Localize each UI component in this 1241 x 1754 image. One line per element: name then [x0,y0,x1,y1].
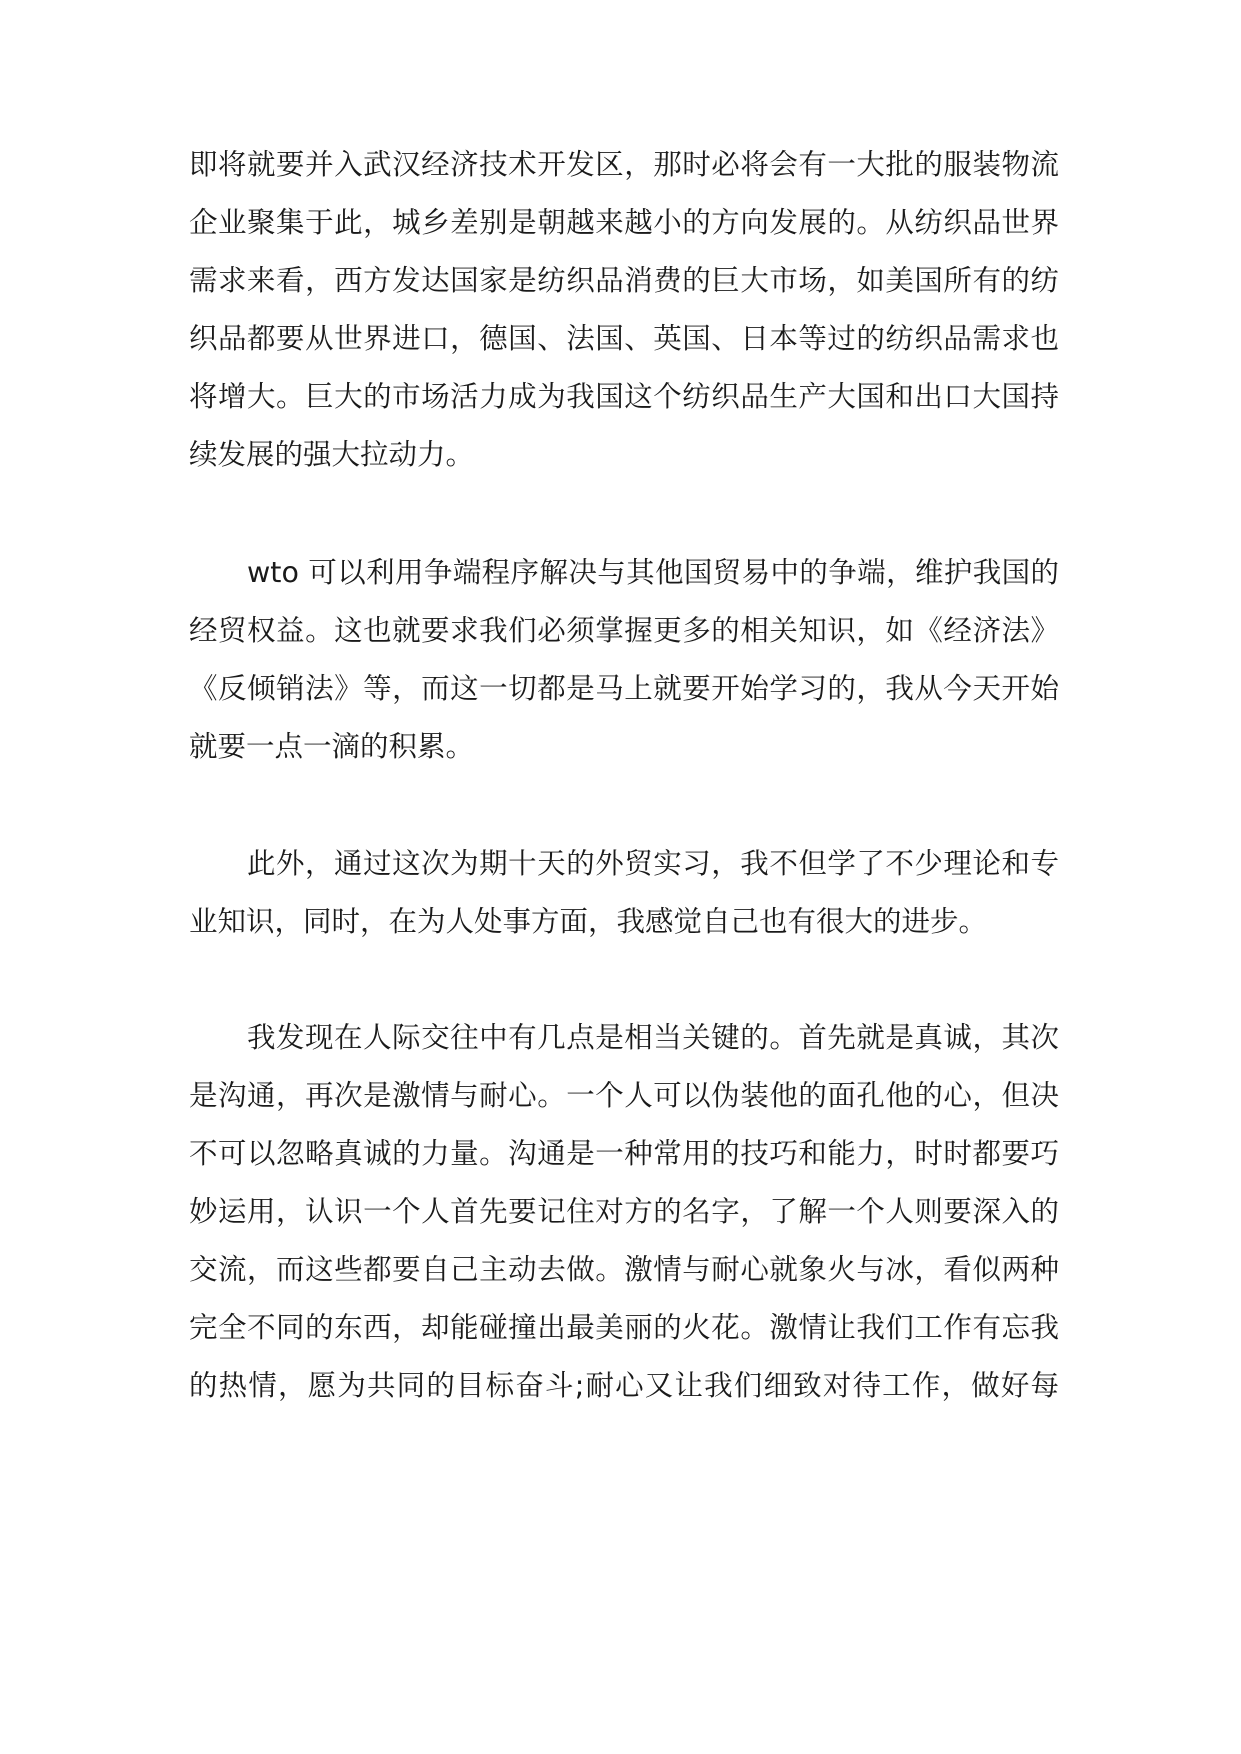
paragraph-1-line-1: 即将就要并入武汉经济技术开发区，那时必将会有一大批的服装物流 [189,148,1059,181]
paragraph-1-line-5: 将增大。巨大的市场活力成为我国这个纺织品生产大国和出口大国持 [189,380,1059,413]
paragraph-4-line-4: 妙运用，认识一个人首先要记住对方的名字，了解一个人则要深入的 [189,1195,1059,1228]
paragraph-1-line-3: 需求来看，西方发达国家是纺织品消费的巨大市场，如美国所有的纺 [189,264,1059,297]
paragraph-2-line-1: wto 可以利用争端程序解决与其他国贸易中的争端，维护我国的 [247,556,1059,589]
paragraph-3-line-1: 此外，通过这次为期十天的外贸实习，我不但学了不少理论和专 [247,847,1059,880]
paragraph-2-line-3: 《反倾销法》等，而这一切都是马上就要开始学习的，我从今天开始 [189,672,1059,705]
paragraph-1-line-4: 织品都要从世界进口，德国、法国、英国、日本等过的纺织品需求也 [189,322,1059,355]
paragraph-4-line-1: 我发现在人际交往中有几点是相当关键的。首先就是真诚，其次 [247,1021,1059,1054]
paragraph-2-line-4: 就要一点一滴的积累。 [189,730,475,763]
paragraph-2-line-2: 经贸权益。这也就要求我们必须掌握更多的相关知识，如《经济法》 [189,614,1059,647]
paragraph-4-line-2: 是沟通，再次是激情与耐心。一个人可以伪装他的面孔他的心，但决 [189,1079,1059,1112]
paragraph-4-line-3: 不可以忽略真诚的力量。沟通是一种常用的技巧和能力，时时都要巧 [189,1137,1059,1170]
paragraph-1-line-2: 企业聚集于此，城乡差别是朝越来越小的方向发展的。从纺织品世界 [189,206,1059,239]
paragraph-4-line-7: 的热情，愿为共同的目标奋斗;耐心又让我们细致对待工作，做好每 [189,1369,1059,1402]
paragraph-4-line-5: 交流，而这些都要自己主动去做。激情与耐心就象火与冰，看似两种 [189,1253,1059,1286]
paragraph-4-line-6: 完全不同的东西，却能碰撞出最美丽的火花。激情让我们工作有忘我 [189,1311,1059,1344]
paragraph-3-line-2: 业知识，同时，在为人处事方面，我感觉自己也有很大的进步。 [189,905,988,938]
paragraph-1-line-6: 续发展的强大拉动力。 [189,438,475,471]
